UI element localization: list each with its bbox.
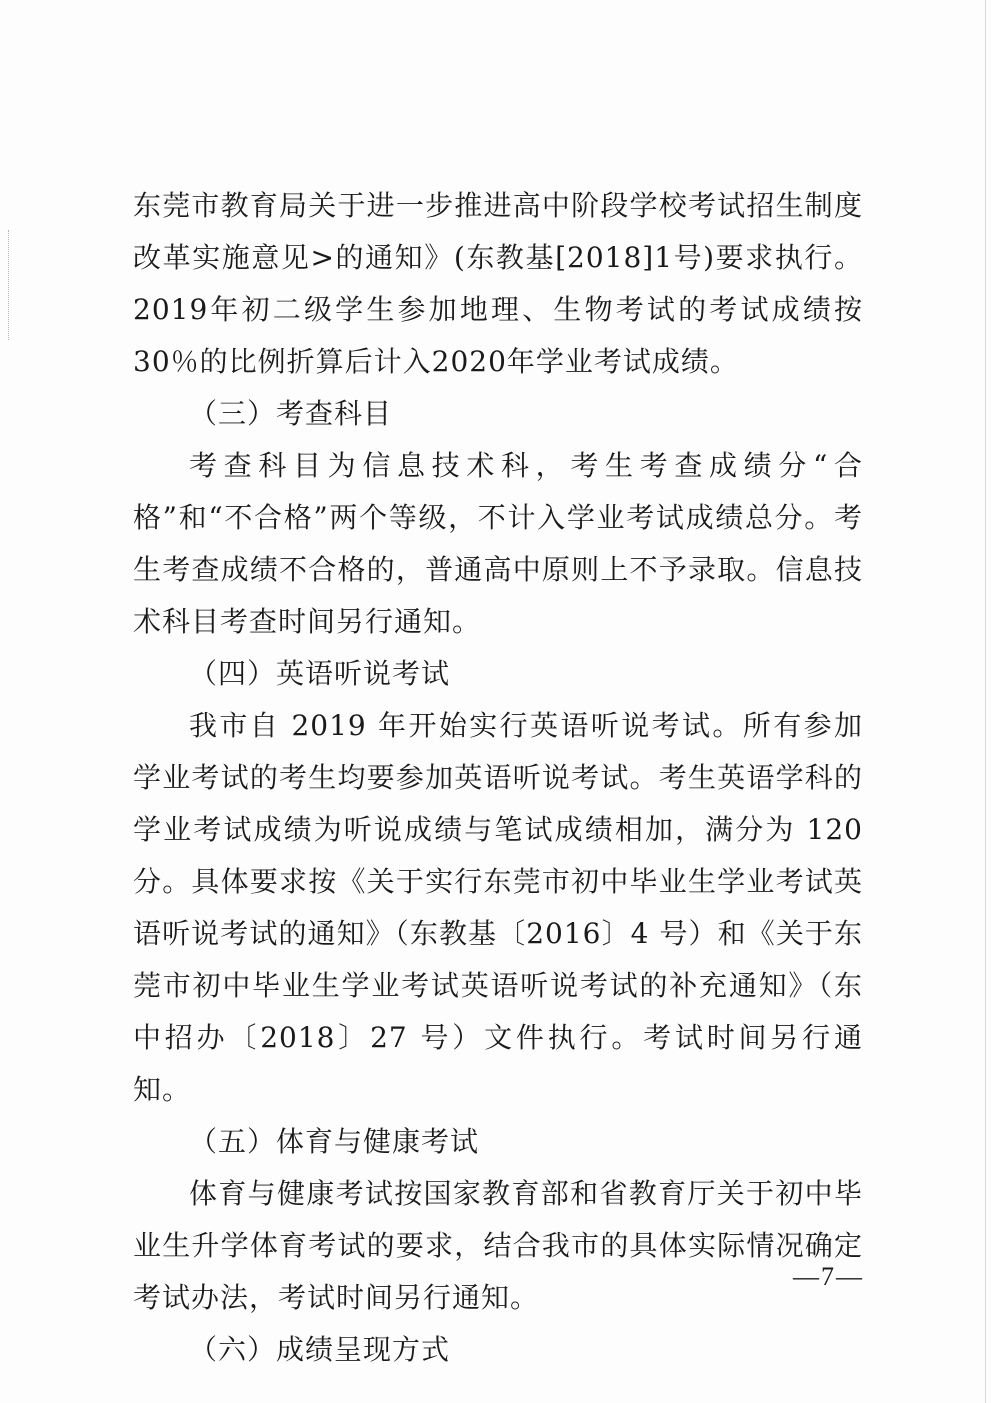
section-heading-4: （四）英语听说考试 [189, 657, 451, 690]
section-heading-5: （五）体育与健康考试 [189, 1125, 480, 1158]
page-number: —7— [793, 1262, 864, 1291]
paragraph-exam-subjects: 考查科目为信息技术科，考生考查成绩分“合格”和“不合格”两个等级，不计入学业考试成绩总分。考生考查成绩不合格的，普通高中原则上不予录取。信息技术科目考查时间另行通知。 [133, 449, 863, 638]
paragraph-continuation: 东莞市教育局关于进一步推进高中阶段学校考试招生制度改革实施意见>的通知》(东教基[2018]1号)要求执行。2019年初二级学生参加地理、生物考试的考试成绩按 30％的比例折算后计入2020年学业考试成绩。 [133, 189, 863, 378]
section-heading-3: （三）考查科目 [189, 397, 393, 430]
paragraph-english-listening: 我市自 2019 年开始实行英语听说考试。所有参加学业考试的考生均要参加英语听说考试。考生英语学科的学业考试成绩为听说成绩与笔试成绩相加，满分为 120 分。具体要求按《关于实行东莞市初中毕业生学业考试英语听说考试的通知》（东教基〔2016〕4 号）和《关于东莞市初中毕业生学业考试英语听说考试的补充通知》（东中招办〔2018〕27 号）文件执行。考试时间另行通知。 [133, 709, 863, 1106]
page-edge-line [985, 0, 986, 1403]
document-body [133, 180, 863, 1376]
scan-edge-mark [8, 230, 9, 340]
section-heading-6: （六）成绩呈现方式 [189, 1333, 451, 1366]
paragraph-pe-exam: 体育与健康考试按国家教育部和省教育厅关于初中毕业生升学体育考试的要求，结合我市的具体实际情况确定考试办法，考试时间另行通知。 [133, 1177, 863, 1314]
